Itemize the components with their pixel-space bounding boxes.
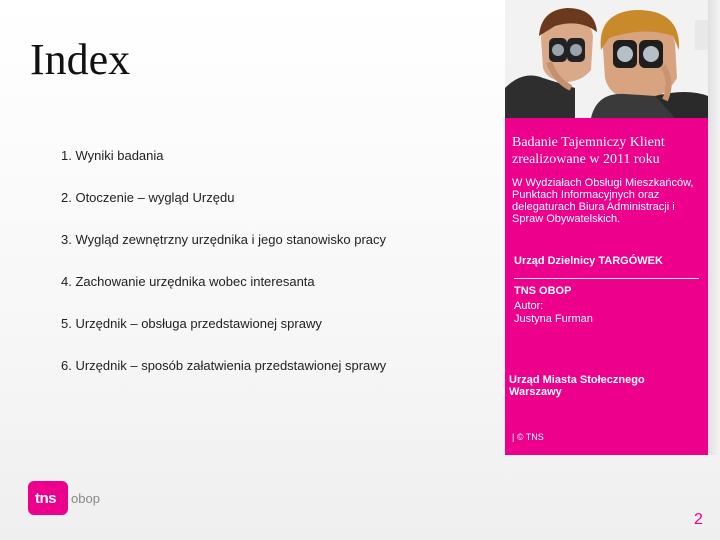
city-office-name: Urząd Miasta Stołecznego Warszawy (509, 374, 645, 398)
slide-edge-strip (708, 0, 720, 455)
copyright-text: | © TNS (512, 432, 544, 442)
index-item: 3. Wygląd zewnętrzny urzędnika i jego stanowisko pracy (61, 232, 387, 247)
district-name: Urząd Dzielnicy TARGÓWEK (514, 255, 663, 267)
index-item: 2. Otoczenie – wygląd Urzędu (61, 190, 235, 205)
side-panel (505, 0, 708, 455)
slide-title: Index (30, 35, 131, 84)
index-item: 6. Urzędnik – sposób załatwienia przedstawionej sprawy (61, 358, 387, 373)
panel-divider (514, 278, 699, 279)
index-item: 5. Urzędnik – obsługa przedstawionej sprawy (61, 316, 322, 331)
panel-body: W Wydziałach Obsługi Mieszkańców, Punktach Informacyjnych oraz delegaturach Biura Administracji i Spraw Obywatelskich. (512, 177, 694, 225)
binoculars-illustration (505, 0, 708, 118)
author-label: Autor: (514, 300, 544, 312)
logo-badge (28, 481, 68, 515)
logo-brand-text: tns (35, 490, 56, 507)
page-number: 2 (694, 511, 703, 528)
logo-sub-text: obop (71, 491, 100, 506)
index-item: 4. Zachowanie urzędnika wobec interesanta (61, 274, 315, 289)
panel-heading: Badanie Tajemniczy Klient zrealizowane w 2011 roku (512, 135, 665, 167)
binoculars-photo (505, 0, 708, 118)
organization-name: TNS OBOP (514, 285, 572, 297)
tns-obop-logo (28, 479, 118, 515)
index-item: 1. Wyniki badania (61, 148, 164, 163)
author-name: Justyna Furman (514, 313, 593, 325)
